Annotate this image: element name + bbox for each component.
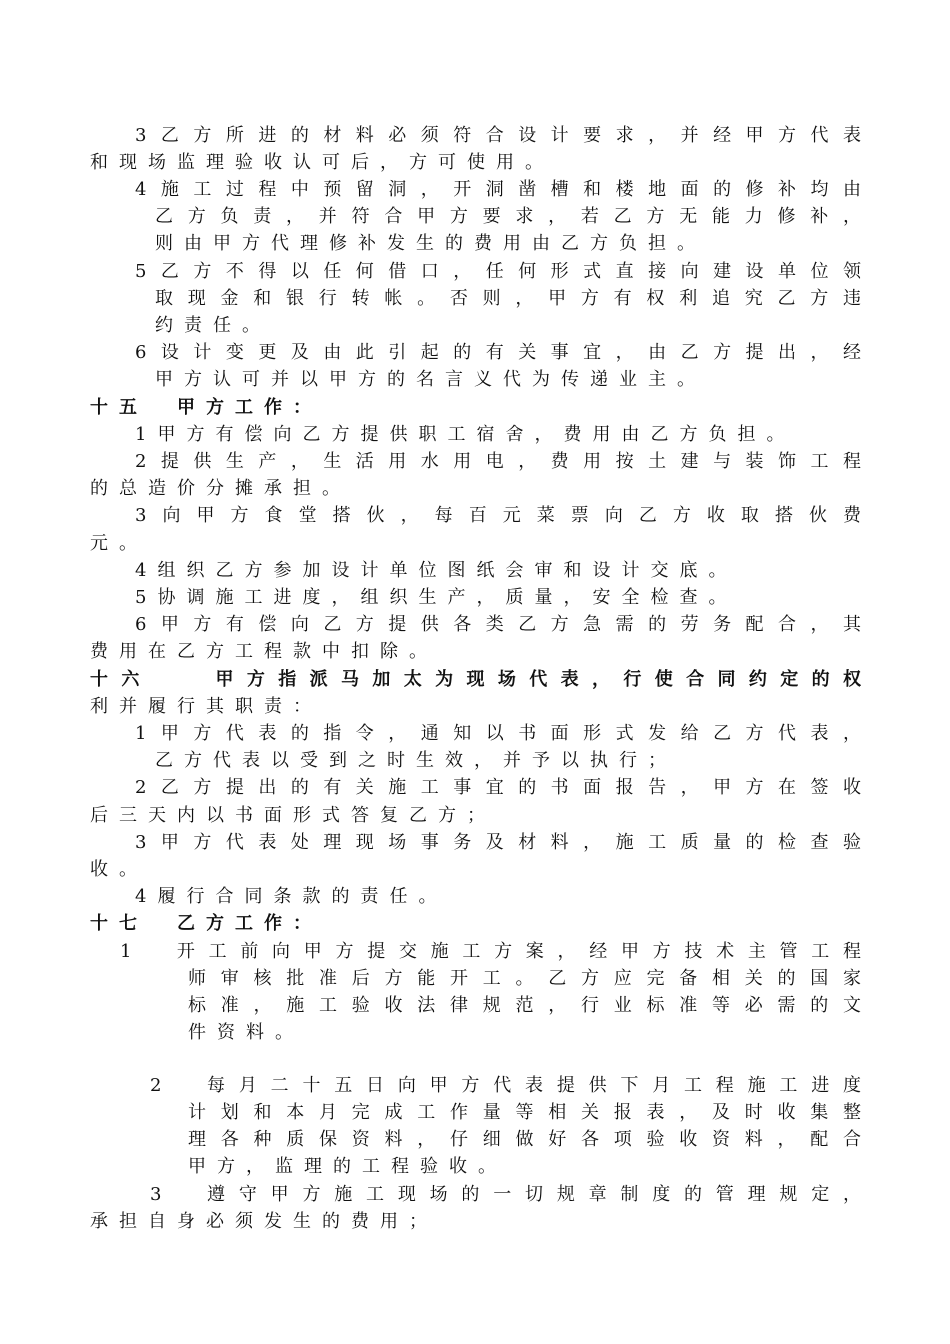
- text-line: 约责任。: [155, 315, 271, 336]
- text-line: 2 每月二十五日向甲方代表提供下月工程施工进度: [150, 1075, 861, 1096]
- text-line: 标准，施工验收法律规范，行业标准等必需的文: [188, 995, 861, 1016]
- text-line: 理各种质保资料，仔细做好各项验收资料，配合: [188, 1129, 861, 1150]
- text-line: 6设计变更及由此引起的有关事宜，由乙方提出，经: [135, 342, 861, 363]
- text-line: 5乙方不得以任何借口，任何形式直接向建设单位领: [135, 261, 861, 282]
- section-heading: 十七 乙方工作：: [90, 913, 322, 934]
- text-line: 2乙方提出的有关施工事宜的书面报告，甲方在签收: [135, 777, 861, 798]
- text-line: 4组织乙方参加设计单位图纸会审和设计交底。: [135, 560, 738, 581]
- text-line: 1甲方有偿向乙方提供职工宿舍，费用由乙方负担。: [135, 424, 796, 445]
- text-line: 5协调施工进度，组织生产，质量，安全检查。: [135, 587, 738, 608]
- text-line: 和现场监理验收认可后，方可使用。: [90, 152, 554, 173]
- text-line: 1甲方代表的指令，通知以书面形式发给乙方代表，: [135, 723, 861, 744]
- text-line: 甲方，监理的工程验收。: [188, 1156, 507, 1177]
- text-line: 的总造价分摊承担。: [90, 478, 351, 499]
- text-line: 3甲方代表处理现场事务及材料，施工质量的检查验: [135, 832, 861, 853]
- section-heading: 十五 甲方工作：: [90, 397, 322, 418]
- text-line: 元。: [90, 533, 148, 554]
- text-line: 3向甲方食堂搭伙，每百元菜票向乙方收取搭伙费: [135, 505, 861, 526]
- text-line: 利并履行其职责：: [90, 696, 322, 717]
- text-line: 4施工过程中预留洞，开洞凿槽和楼地面的修补均由: [135, 179, 861, 200]
- text-line: 乙方负责，并符合甲方要求，若乙方无能力修补，: [155, 206, 861, 227]
- text-line: 取现金和银行转帐。否则，甲方有权利追究乙方违: [155, 288, 861, 309]
- text-line: 后三天内以书面形式答复乙方；: [90, 805, 496, 826]
- text-line: 6甲方有偿向乙方提供各类乙方急需的劳务配合，其: [135, 614, 861, 635]
- text-line: 计划和本月完成工作量等相关报表，及时收集整: [188, 1102, 861, 1123]
- text-line: 则由甲方代理修补发生的费用由乙方负担。: [155, 233, 706, 254]
- text-line: 收。: [90, 859, 148, 880]
- text-line: 乙方代表以受到之时生效，并予以执行；: [155, 750, 677, 771]
- text-line: 件资料。: [188, 1022, 304, 1043]
- text-line: 2提供生产，生活用水用电，费用按土建与装饰工程: [135, 451, 861, 472]
- section-heading: 十六 甲方指派马加太为现场代表，行使合同约定的权: [90, 669, 861, 690]
- text-line: 4履行合同条款的责任。: [135, 886, 448, 907]
- text-line: 3乙方所进的材料必须符合设计要求，并经甲方代表: [135, 125, 861, 146]
- text-line: 承担自身必须发生的费用；: [90, 1211, 438, 1232]
- text-line: 费用在乙方工程款中扣除。: [90, 641, 438, 662]
- text-line: 甲方认可并以甲方的名言义代为传递业主。: [155, 369, 706, 390]
- text-line: 1 开工前向甲方提交施工方案，经甲方技术主管工程: [120, 941, 861, 962]
- text-line: 3 遵守甲方施工现场的一切规章制度的管理规定，: [150, 1184, 861, 1205]
- text-line: 师审核批准后方能开工。乙方应完备相关的国家: [188, 968, 861, 989]
